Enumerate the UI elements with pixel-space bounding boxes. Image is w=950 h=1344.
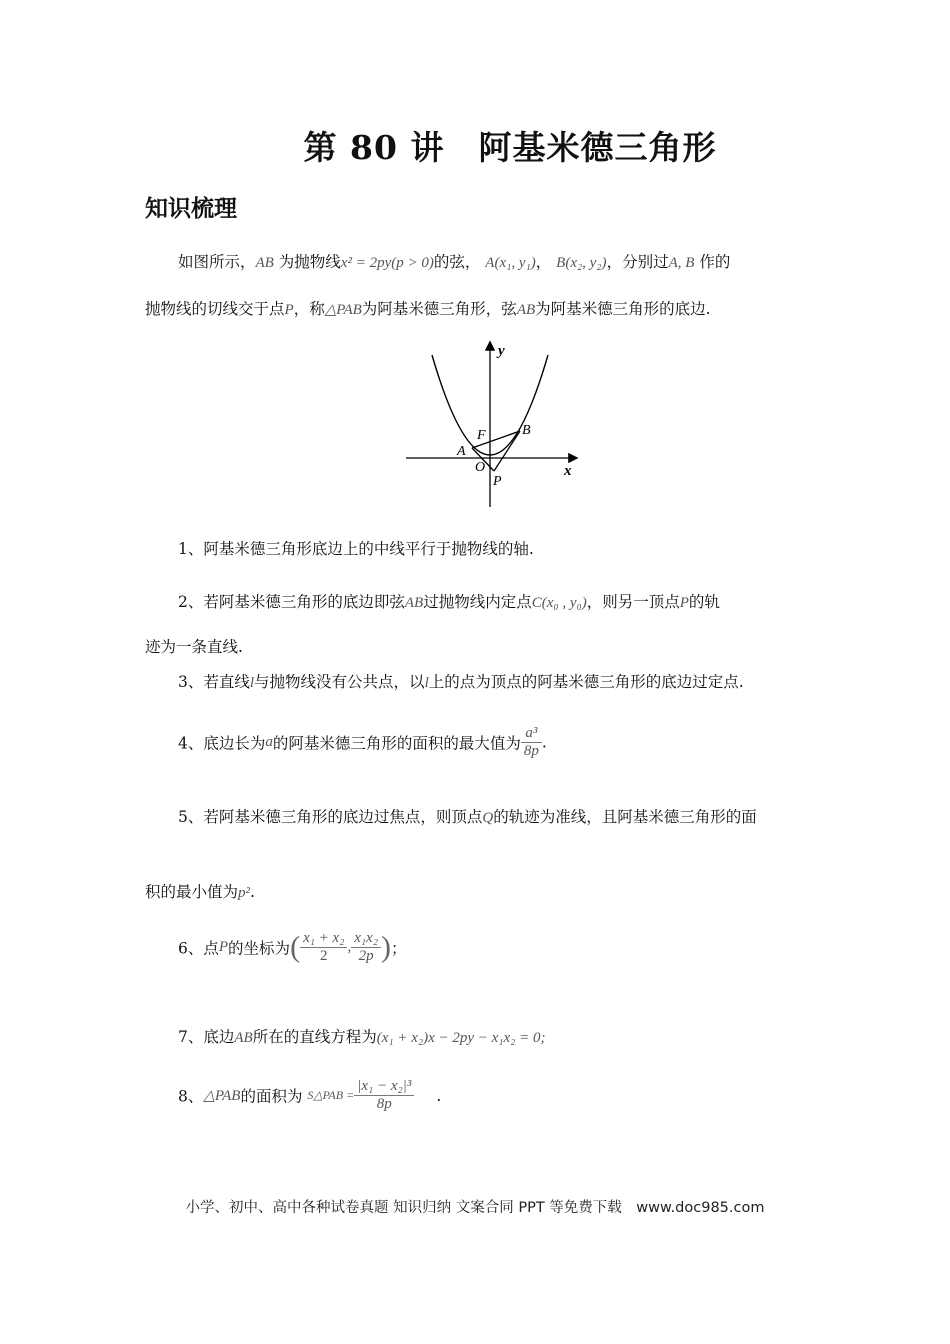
item-3: 3、若直线l与抛物线没有公共点，以l上的点为顶点的阿基米德三角形的底边过定点. <box>178 673 744 691</box>
label-p: P <box>493 474 502 489</box>
item-1: 1、阿基米德三角形底边上的中线平行于抛物线的轴. <box>178 540 534 558</box>
item-2-line-1: 2、若阿基米德三角形的底边即弦AB过抛物线内定点C(x₀ , y₀)，则另一顶点P的轨 <box>178 593 720 611</box>
tangent-b <box>494 431 520 471</box>
math-q: Q <box>482 810 494 826</box>
label-y: y <box>498 343 505 359</box>
math-triangle-item8: △PAB <box>203 1088 241 1104</box>
fraction-max-area: $\frac{\text{a³}}{8p}$ <box>521 725 542 760</box>
math-l-2: l <box>424 675 429 691</box>
math-point-b: B(x₂, y₂) <box>556 255 607 271</box>
item-7: 7、底边AB所在的直线方程为(x₁ + x₂)x − 2py − x₁x₂ = 0; <box>178 1028 546 1046</box>
math-ab-2: AB <box>516 302 536 318</box>
item-6: 6、点P的坐标为( $\frac{\text{x₁ + x₂}}{2}$ , $\frac{\text{x₁x₂}}{2p}$ )； <box>178 930 407 964</box>
page-footer: 小学、初中、高中各种试卷真题 知识归纳 文案合同 PPT 等免费下载 www.doc985.com <box>185 1200 765 1216</box>
parabola-figure <box>400 335 590 515</box>
label-b: B <box>522 423 531 438</box>
item-5-line-1: 5、若阿基米德三角形的底边过焦点，则顶点Q的轨迹为准线，且阿基米德三角形的面 <box>178 808 757 826</box>
math-p-item2: P <box>679 595 689 611</box>
math-area-symbol: S△PAB = <box>307 1088 355 1102</box>
label-f: F <box>477 428 486 443</box>
intro-line-2: 抛物线的切线交于点P，称△PAB为阿基米德三角形，弦AB为阿基米德三角形的底边. <box>145 300 711 318</box>
math-a: a <box>265 734 273 750</box>
fraction-y-coord: $\frac{\text{x₁x₂}}{2p}$ <box>351 930 381 965</box>
fraction-area: $\frac{\text{|x₁ − x₂|³}}{8p}$ <box>354 1078 414 1113</box>
math-ab-item7: AB <box>234 1030 253 1046</box>
item-2-line-2: 迹为一条直线. <box>145 638 243 656</box>
math-p: P <box>284 302 294 318</box>
math-parabola: x² = 2py(p > 0) <box>340 255 434 271</box>
item-8: 8、△PAB的面积为 S△PAB = $\frac{\text{|x₁ − x₂|³}}{8p}$ . <box>178 1078 442 1112</box>
intro-line-1: 如图所示，AB 为抛物线x² = 2py(p > 0)的弦， A(x₁, y₁)， B(x₂, y₂)，分别过A, B 作的 <box>178 253 731 271</box>
fraction-x-coord: $\frac{\text{x₁ + x₂}}{2}$ <box>300 930 347 965</box>
math-ab-points: A, B <box>668 255 695 271</box>
math-point-c: C(x₀ , y₀) <box>531 595 587 611</box>
math-l: l <box>249 675 255 691</box>
math-ab: AB <box>255 255 274 271</box>
math-triangle: △PAB <box>324 302 362 318</box>
section-heading: 知识梳理 <box>145 195 237 222</box>
math-p-squared: p² <box>238 885 251 901</box>
math-point-a: A(x₁, y₁) <box>485 255 536 271</box>
math-ab-item2: AB <box>404 595 424 611</box>
item-4: 4、底边长为a的阿基米德三角形的面积的最大值为 $\frac{\text{a³}}{8p}$ . <box>178 725 547 759</box>
label-o: O <box>475 460 486 475</box>
math-p-item6: P <box>218 939 229 955</box>
item-5-line-2: 积的最小值为p². <box>145 883 255 901</box>
math-line-equation: (x₁ + x₂)x − 2py − x₁x₂ = 0; <box>376 1030 546 1046</box>
label-a: A <box>457 444 466 459</box>
page-title: 第 80 讲 阿基米德三角形 <box>303 128 717 167</box>
label-x: x <box>564 463 572 479</box>
